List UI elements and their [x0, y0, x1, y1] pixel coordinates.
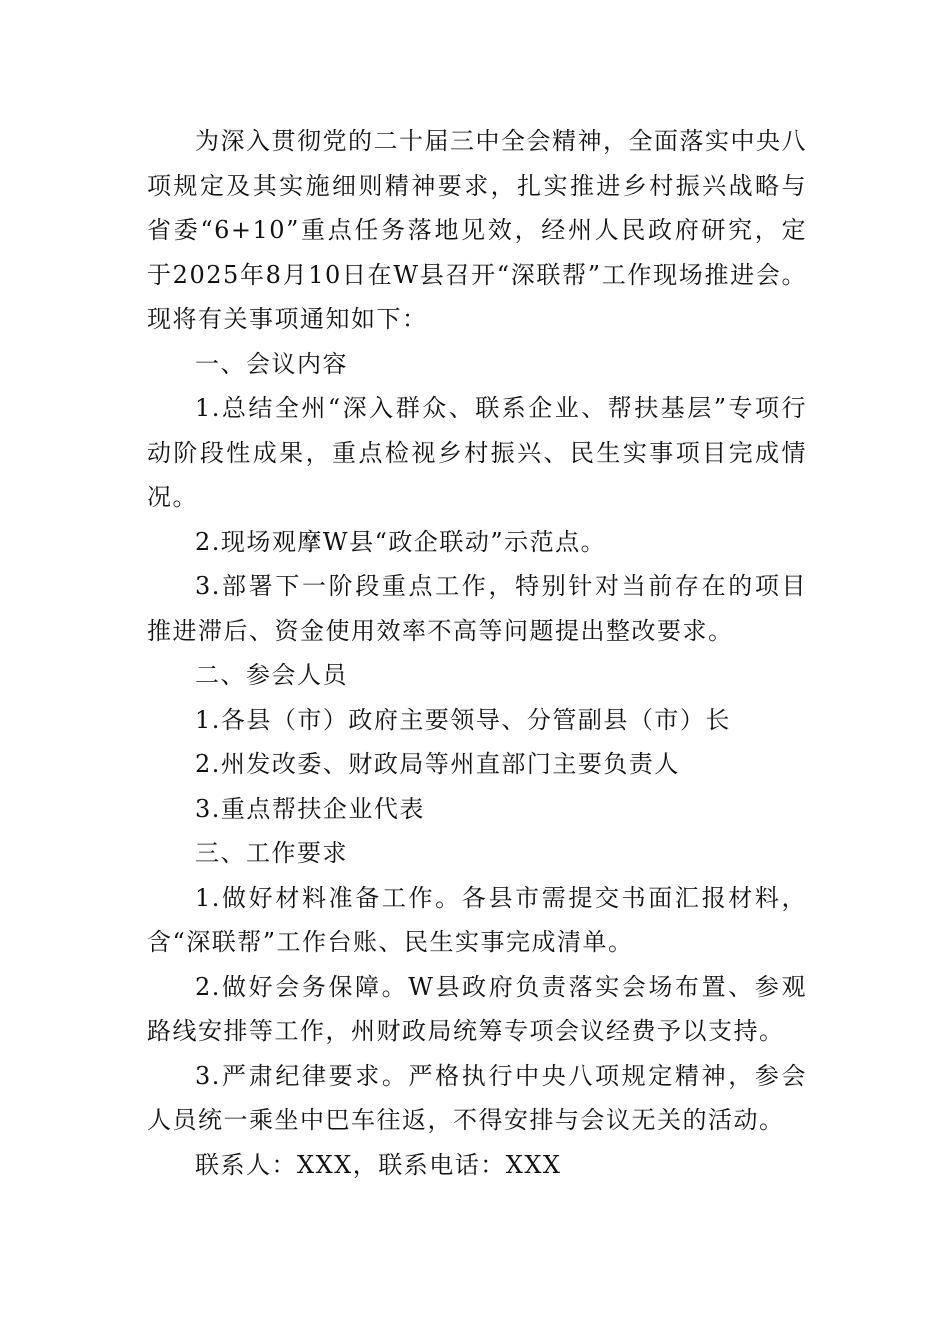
section-heading-work-requirements: 三、工作要求	[195, 839, 348, 867]
section-heading-meeting-content: 一、会议内容	[195, 349, 348, 378]
list-item: 3.部署下一阶段重点工作，特别针对当前存在的项目推进滞后、资金使用效率不高等问题提出整改要求。	[147, 572, 807, 645]
list-item: 3.严肃纪律要求。严格执行中央八项规定精神，参会人员统一乘坐中巴车往返，不得安排与会议无关的活动。	[147, 1061, 807, 1134]
list-item: 1.做好材料准备工作。各县市需提交书面汇报材料，含“深联帮”工作台账、民生实事完成清单。	[147, 883, 807, 956]
intro-paragraph: 为深入贯彻党的二十届三中全会精神，全面落实中央八项规定及其实施细则精神要求，扎实推进乡村振兴战略与省委“6+10”重点任务落地见效，经州人民政府研究，定于2025年8月10日在W县召开“深联帮”工作现场推进会。现将有关事项通知如下：	[147, 127, 807, 333]
list-item: 2.现场观摩W县“政企联动”示范点。	[195, 527, 607, 556]
list-item: 2.做好会务保障。W县政府负责落实会场布置、参观路线安排等工作，州财政局统筹专项会议经费予以支持。	[147, 972, 807, 1045]
list-item: 1.各县（市）政府主要领导、分管副县（市）长	[195, 705, 731, 734]
contact-line: 联系人：XXX，联系电话：XXX	[195, 1150, 562, 1179]
list-item: 2.州发改委、财政局等州直部门主要负责人	[195, 750, 680, 778]
list-item: 1.总结全州“深入群众、联系企业、帮扶基层”专项行动阶段性成果，重点检视乡村振兴、民生实事项目完成情况。	[147, 394, 807, 511]
document-body	[147, 119, 807, 1187]
section-heading-attendees: 二、参会人员	[195, 661, 348, 689]
list-item: 3.重点帮扶企业代表	[195, 794, 425, 823]
